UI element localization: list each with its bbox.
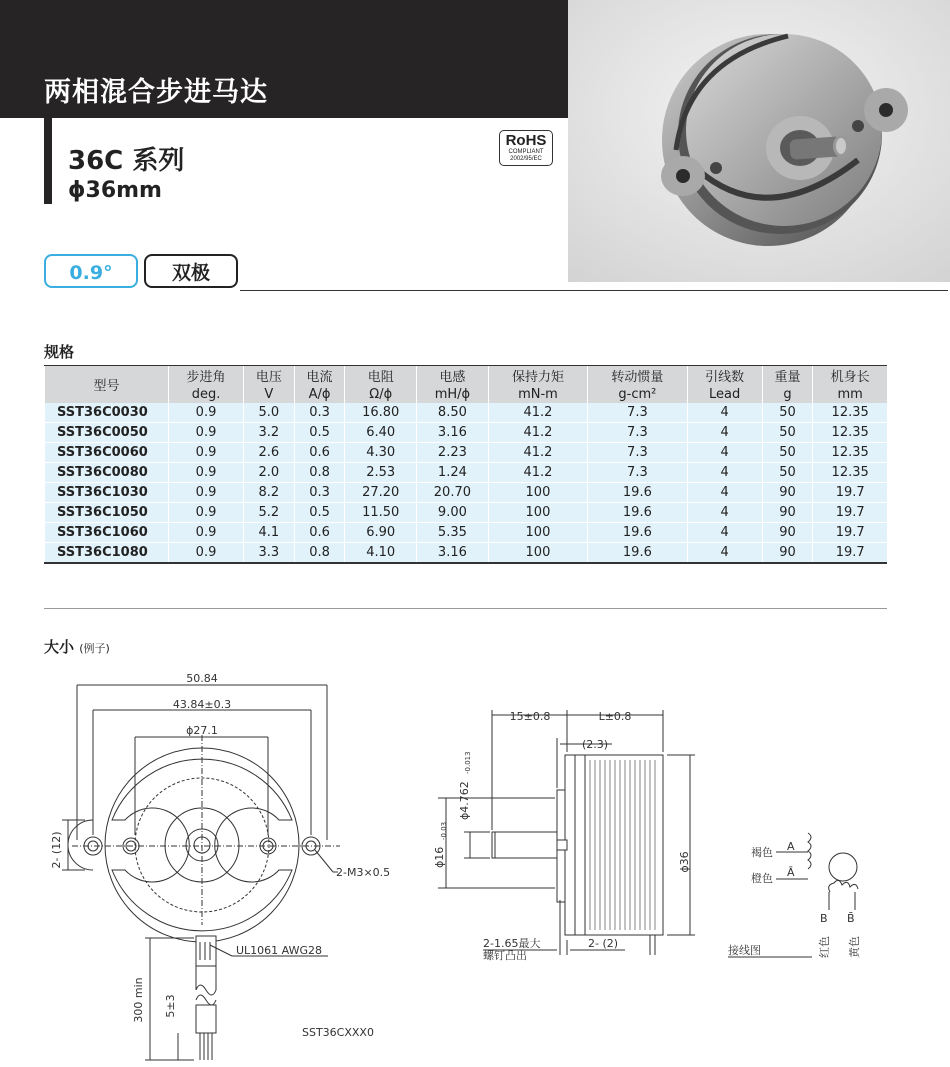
rohs-badge <box>499 130 553 166</box>
value-cell: 4 <box>687 523 762 543</box>
value-cell: 3.16 <box>417 423 489 443</box>
value-cell: 90 <box>762 543 813 564</box>
value-cell: 0.9 <box>169 523 244 543</box>
spec-table-body <box>45 403 888 563</box>
col-unit: g-cm² <box>588 385 687 403</box>
value-cell: 11.50 <box>345 503 417 523</box>
value-cell: 41.2 <box>488 423 587 443</box>
col-unit: mN-m <box>488 385 587 403</box>
dim-screw: 2-M3×0.5 <box>336 866 391 879</box>
spec-table <box>44 366 887 564</box>
value-cell: 90 <box>762 483 813 503</box>
value-cell: 100 <box>488 483 587 503</box>
dim-shaft-dia: ϕ4.762 <box>458 781 471 820</box>
col-unit: Lead <box>687 385 762 403</box>
table-row <box>45 543 888 564</box>
step-angle-tag: 0.9° <box>44 254 138 288</box>
wire-b-bar: B̄ <box>847 912 855 925</box>
tag-underline <box>240 290 948 291</box>
value-cell: 0.5 <box>294 503 345 523</box>
col-header: 保持力矩 <box>488 366 587 385</box>
value-cell: 2.6 <box>244 443 295 463</box>
dimension-drawing <box>0 660 950 1067</box>
value-cell: 2.23 <box>417 443 489 463</box>
table-row <box>45 423 888 443</box>
value-cell: 6.90 <box>345 523 417 543</box>
table-unit-row <box>45 385 888 403</box>
rohs-sub1: COMPLIANT <box>508 149 544 155</box>
col-unit: A/ϕ <box>294 385 345 403</box>
value-cell: 4.10 <box>345 543 417 564</box>
wire-spec: UL1061 AWG28 <box>236 944 322 957</box>
value-cell: 90 <box>762 523 813 543</box>
wire-orange: 橙色 <box>751 872 773 885</box>
value-cell: 100 <box>488 523 587 543</box>
value-cell: 4 <box>687 403 762 423</box>
dim-screw-note: 螺钉凸出 <box>483 949 527 962</box>
col-header: 电流 <box>294 366 345 385</box>
dim-flange: (2.3) <box>582 738 609 751</box>
value-cell: 50 <box>762 423 813 443</box>
col-unit: Ω/ϕ <box>345 385 417 403</box>
value-cell: 20.70 <box>417 483 489 503</box>
value-cell: 0.9 <box>169 443 244 463</box>
model-header: 型号 <box>45 366 169 403</box>
table-header-row <box>45 366 888 385</box>
col-unit: mm <box>813 385 887 403</box>
wire-a-bar: Ā <box>787 866 795 879</box>
dim-inner-dia: ϕ27.1 <box>186 724 218 737</box>
col-header: 机身长 <box>813 366 887 385</box>
model-code: SST36CXXX0 <box>302 1026 374 1039</box>
table-row <box>45 403 888 423</box>
value-cell: 0.9 <box>169 543 244 564</box>
value-cell: 12.35 <box>813 403 887 423</box>
value-cell: 7.3 <box>588 403 687 423</box>
col-header: 电感 <box>417 366 489 385</box>
value-cell: 41.2 <box>488 463 587 483</box>
title-accent-bar <box>44 118 52 204</box>
model-cell: SST36C1080 <box>45 543 169 564</box>
value-cell: 8.50 <box>417 403 489 423</box>
dim-shaft-tol: -0.013 <box>464 751 472 774</box>
value-cell: 12.35 <box>813 463 887 483</box>
wire-red: 红色 <box>818 936 831 958</box>
dim-bottom-right: 2- (2) <box>588 937 619 950</box>
dim-body-length: L±0.8 <box>598 710 632 723</box>
value-cell: 0.6 <box>294 443 345 463</box>
col-header: 步进角 <box>169 366 244 385</box>
bipolar-tag: 双极 <box>144 254 238 288</box>
dim-overall: 50.84 <box>186 672 218 685</box>
col-header: 转动惯量 <box>588 366 687 385</box>
dim-side-height: 2- (12) <box>50 831 63 869</box>
value-cell: 50 <box>762 463 813 483</box>
value-cell: 19.6 <box>588 543 687 564</box>
rohs-sub2: 2002/95/EC <box>510 156 542 162</box>
col-unit: deg. <box>169 385 244 403</box>
motor-photo <box>568 0 950 282</box>
value-cell: 4.1 <box>244 523 295 543</box>
model-cell: SST36C0060 <box>45 443 169 463</box>
value-cell: 4.30 <box>345 443 417 463</box>
wire-length: 300 min <box>132 977 145 1023</box>
dim-screw-protrusion: 2-1.65最大 <box>483 937 541 950</box>
dim-shaft-length: 15±0.8 <box>509 710 551 723</box>
value-cell: 19.7 <box>813 523 887 543</box>
value-cell: 4 <box>687 463 762 483</box>
section-divider <box>44 608 887 609</box>
model-cell: SST36C1060 <box>45 523 169 543</box>
value-cell: 3.16 <box>417 543 489 564</box>
col-header: 引线数 <box>687 366 762 385</box>
value-cell: 19.7 <box>813 543 887 564</box>
model-cell: SST36C0080 <box>45 463 169 483</box>
value-cell: 5.0 <box>244 403 295 423</box>
value-cell: 41.2 <box>488 403 587 423</box>
rohs-main: RoHS <box>505 132 547 149</box>
wiring-label: 接线图 <box>728 944 761 957</box>
spec-label: 规格 <box>44 343 75 361</box>
col-unit: mH/ϕ <box>417 385 489 403</box>
value-cell: 4 <box>687 423 762 443</box>
value-cell: 0.3 <box>294 403 345 423</box>
front-view-labels <box>50 672 390 1039</box>
value-cell: 19.6 <box>588 483 687 503</box>
value-cell: 0.9 <box>169 403 244 423</box>
value-cell: 0.8 <box>294 463 345 483</box>
dimension-note: (例子) <box>79 642 110 655</box>
table-row <box>45 463 888 483</box>
value-cell: 6.40 <box>345 423 417 443</box>
value-cell: 4 <box>687 503 762 523</box>
table-row <box>45 443 888 463</box>
model-cell: SST36C0030 <box>45 403 169 423</box>
value-cell: 4 <box>687 443 762 463</box>
wire-yellow: 黄色 <box>848 936 861 958</box>
value-cell: 7.3 <box>588 463 687 483</box>
value-cell: 19.6 <box>588 503 687 523</box>
value-cell: 0.9 <box>169 503 244 523</box>
model-cell: SST36C0050 <box>45 423 169 443</box>
dimension-label <box>44 636 110 657</box>
value-cell: 27.20 <box>345 483 417 503</box>
wire-b: B <box>820 912 828 925</box>
value-cell: 41.2 <box>488 443 587 463</box>
value-cell: 2.53 <box>345 463 417 483</box>
value-cell: 2.0 <box>244 463 295 483</box>
value-cell: 8.2 <box>244 483 295 503</box>
model-cell: SST36C1030 <box>45 483 169 503</box>
page-title: 两相混合步进马达 <box>44 77 268 108</box>
value-cell: 0.3 <box>294 483 345 503</box>
wire-strip: 5±3 <box>164 994 177 1018</box>
series-name: 36C 系列 <box>68 146 185 176</box>
dim-boss-tol: -0.03 <box>440 821 448 840</box>
value-cell: 3.3 <box>244 543 295 564</box>
value-cell: 0.9 <box>169 483 244 503</box>
model-cell: SST36C1050 <box>45 503 169 523</box>
value-cell: 4 <box>687 483 762 503</box>
value-cell: 12.35 <box>813 423 887 443</box>
value-cell: 19.6 <box>588 523 687 543</box>
dim-body-dia: ϕ36 <box>678 851 691 873</box>
value-cell: 7.3 <box>588 423 687 443</box>
value-cell: 0.9 <box>169 423 244 443</box>
value-cell: 1.24 <box>417 463 489 483</box>
value-cell: 0.9 <box>169 463 244 483</box>
value-cell: 4 <box>687 543 762 564</box>
wire-a: A <box>787 840 795 853</box>
value-cell: 0.6 <box>294 523 345 543</box>
value-cell: 100 <box>488 503 587 523</box>
col-unit: g <box>762 385 813 403</box>
value-cell: 12.35 <box>813 443 887 463</box>
series-diameter: ϕ36mm <box>68 178 162 203</box>
value-cell: 100 <box>488 543 587 564</box>
table-row <box>45 483 888 503</box>
col-header: 重量 <box>762 366 813 385</box>
value-cell: 9.00 <box>417 503 489 523</box>
table-row <box>45 523 888 543</box>
value-cell: 5.35 <box>417 523 489 543</box>
col-unit: V <box>244 385 295 403</box>
value-cell: 7.3 <box>588 443 687 463</box>
side-view <box>438 710 695 955</box>
value-cell: 0.5 <box>294 423 345 443</box>
value-cell: 90 <box>762 503 813 523</box>
front-view <box>62 685 340 1060</box>
wiring-labels <box>728 840 861 958</box>
dimension-title: 大小 <box>44 638 75 656</box>
value-cell: 0.8 <box>294 543 345 564</box>
value-cell: 50 <box>762 443 813 463</box>
value-cell: 19.7 <box>813 483 887 503</box>
value-cell: 50 <box>762 403 813 423</box>
value-cell: 5.2 <box>244 503 295 523</box>
value-cell: 19.7 <box>813 503 887 523</box>
col-header: 电压 <box>244 366 295 385</box>
wire-brown: 褐色 <box>751 846 773 859</box>
dim-boss-dia: ϕ16 <box>433 846 446 868</box>
value-cell: 16.80 <box>345 403 417 423</box>
dim-hole-pitch: 43.84±0.3 <box>172 698 232 711</box>
table-row <box>45 503 888 523</box>
col-header: 电阻 <box>345 366 417 385</box>
value-cell: 3.2 <box>244 423 295 443</box>
